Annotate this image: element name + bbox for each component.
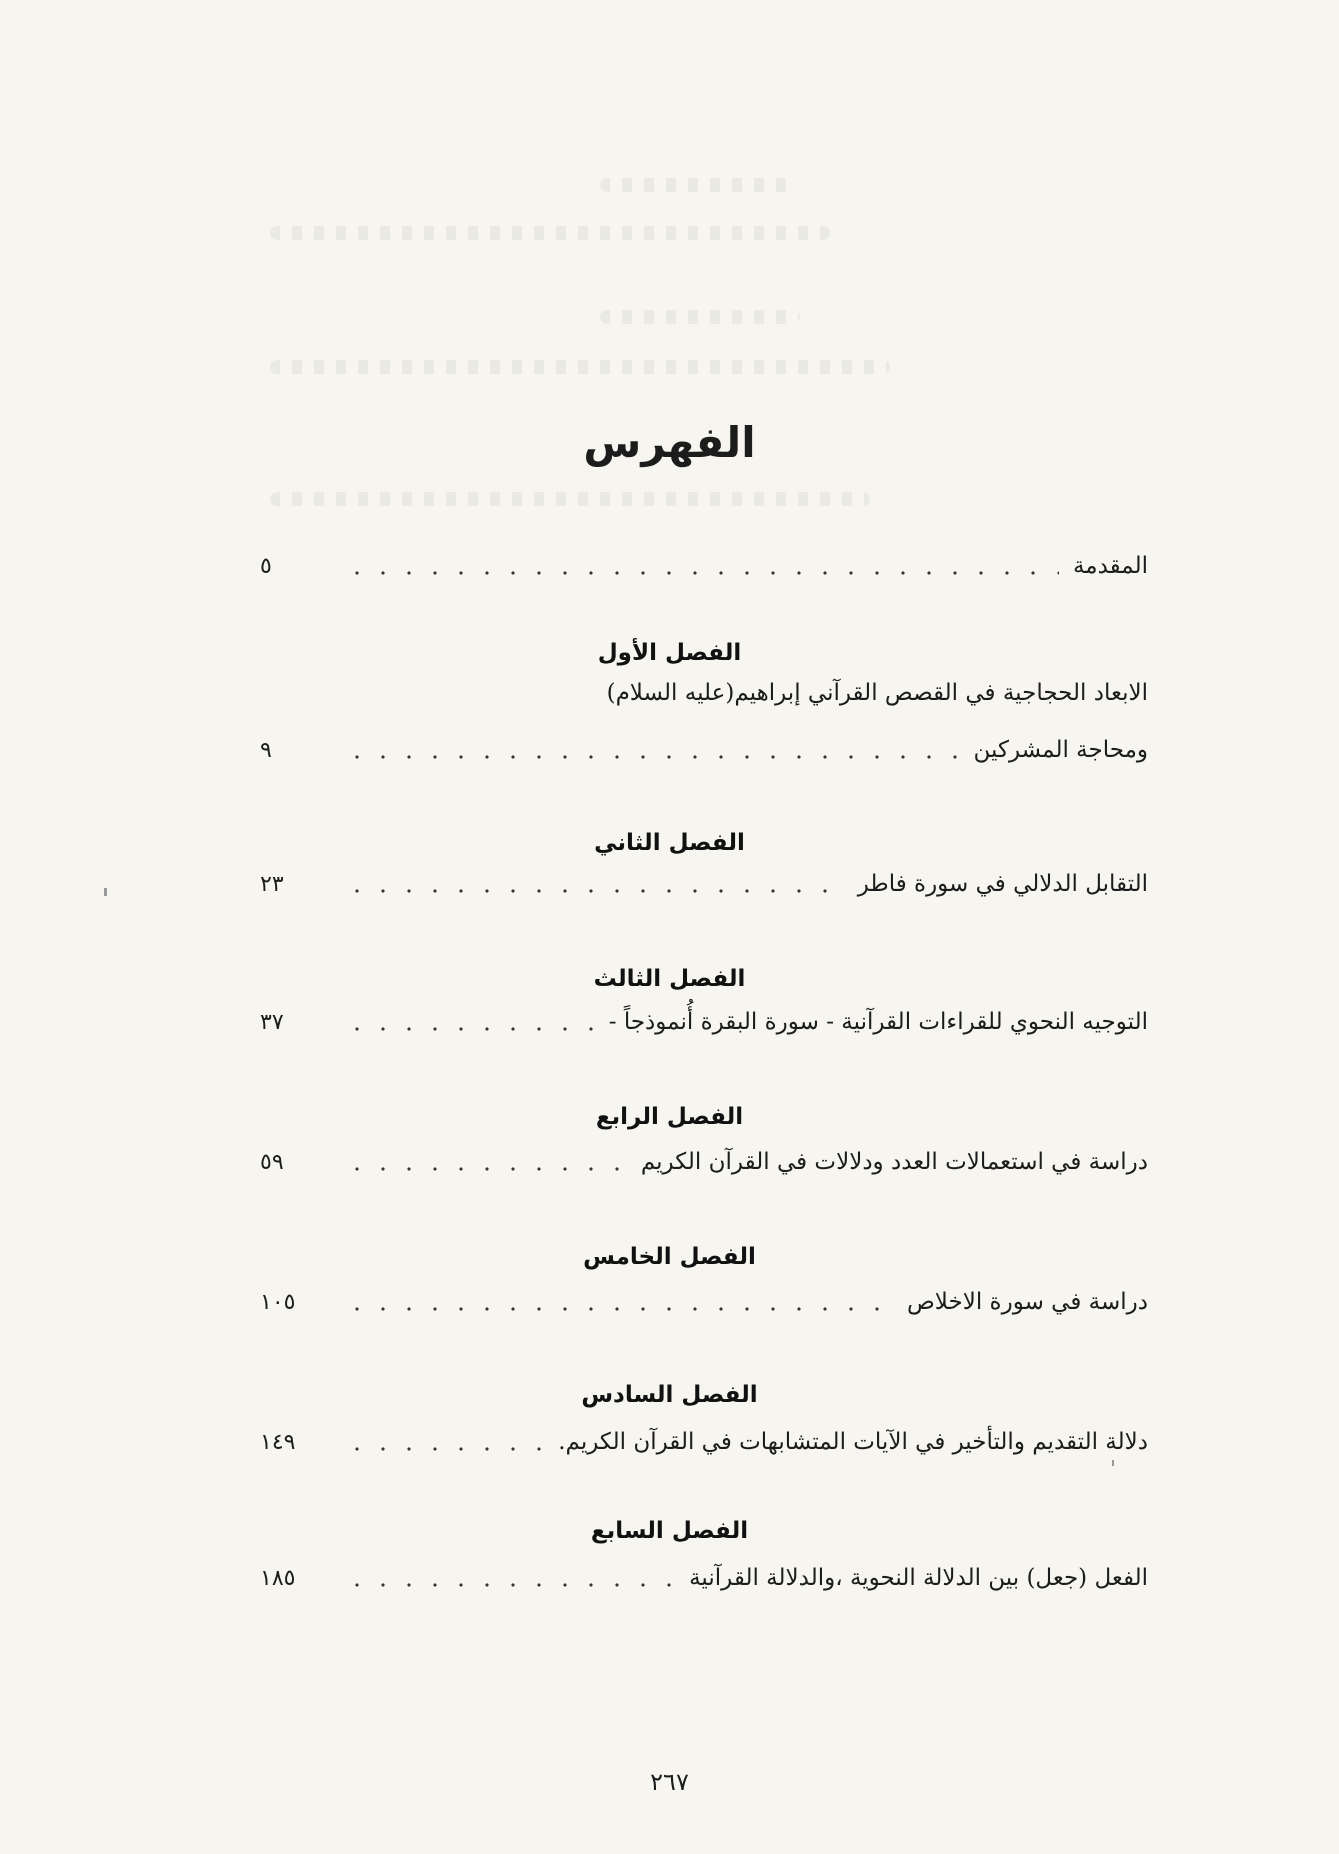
bleed-through-text <box>600 178 790 192</box>
toc-entry-intro <box>260 548 1148 584</box>
dot-leader <box>344 755 960 759</box>
toc-entry-line: الابعاد الحجاجية في القصص القرآني إبراهيم(عليه السلام) <box>606 680 1148 706</box>
chapter-heading: الفصل الثاني <box>594 830 745 856</box>
toc-entry-label: المقدمة <box>1072 553 1148 579</box>
dot-leader <box>344 1583 675 1587</box>
dot-leader <box>344 1307 893 1311</box>
toc-entry <box>260 866 1148 902</box>
toc-entry-label: ومحاجة المشركين <box>973 737 1148 763</box>
chapter-heading: الفصل السادس <box>581 1382 758 1408</box>
toc-page-number: ١٠٥ <box>260 1289 296 1315</box>
toc-entry-label: دراسة في استعمالات العدد ودلالات في القرآن الكريم <box>640 1149 1148 1175</box>
toc-page-number: ٩ <box>260 737 272 763</box>
dot-leader <box>344 1167 627 1171</box>
toc-page-number: ٥٩ <box>260 1149 284 1175</box>
dot-leader <box>344 1027 595 1031</box>
toc-entry <box>260 1284 1148 1320</box>
bleed-through-text <box>270 492 870 506</box>
toc-entry-label: الفعل (جعل) بين الدلالة النحوية ،والدلالة القرآنية <box>689 1565 1148 1591</box>
toc-page-number: ٣٧ <box>260 1009 284 1035</box>
bleed-through-text <box>600 310 800 324</box>
chapter-heading: الفصل الخامس <box>583 1244 756 1270</box>
toc-entry <box>260 1144 1148 1180</box>
toc-page-number: ٥ <box>260 553 272 579</box>
toc-entry <box>260 1424 1148 1460</box>
chapter-heading: الفصل السابع <box>590 1518 749 1544</box>
paper-speck <box>104 888 107 896</box>
toc-page-number: ١٤٩ <box>260 1429 296 1455</box>
page-title: الفهرس <box>583 418 756 467</box>
toc-entry-label: دلالة التقديم والتأخير في الآيات المتشابهات في القرآن الكريم. <box>558 1429 1148 1455</box>
toc-page-number: ٢٣ <box>260 871 284 897</box>
toc-entry-label: التقابل الدلالي في سورة فاطر <box>857 871 1148 897</box>
chapter-heading: الفصل الثالث <box>593 966 746 992</box>
chapter-heading: الفصل الرابع <box>595 1104 744 1130</box>
dot-leader <box>344 571 1059 575</box>
dot-leader <box>344 889 844 893</box>
toc-entry <box>260 1004 1148 1040</box>
dot-leader <box>344 1447 544 1451</box>
toc-entry-label: دراسة في سورة الاخلاص <box>906 1289 1148 1315</box>
toc-page-number: ١٨٥ <box>260 1565 296 1591</box>
toc-entry <box>260 1560 1148 1596</box>
paper-speck <box>1112 1460 1114 1466</box>
page-number: ٢٦٧ <box>650 1768 689 1796</box>
toc-entry <box>260 732 1148 768</box>
bleed-through-text <box>270 360 890 374</box>
bleed-through-text <box>270 226 830 240</box>
toc-entry-label: التوجيه النحوي للقراءات القرآنية - سورة البقرة أُنموذجاً - <box>608 1009 1148 1035</box>
chapter-heading: الفصل الأول <box>597 640 742 666</box>
